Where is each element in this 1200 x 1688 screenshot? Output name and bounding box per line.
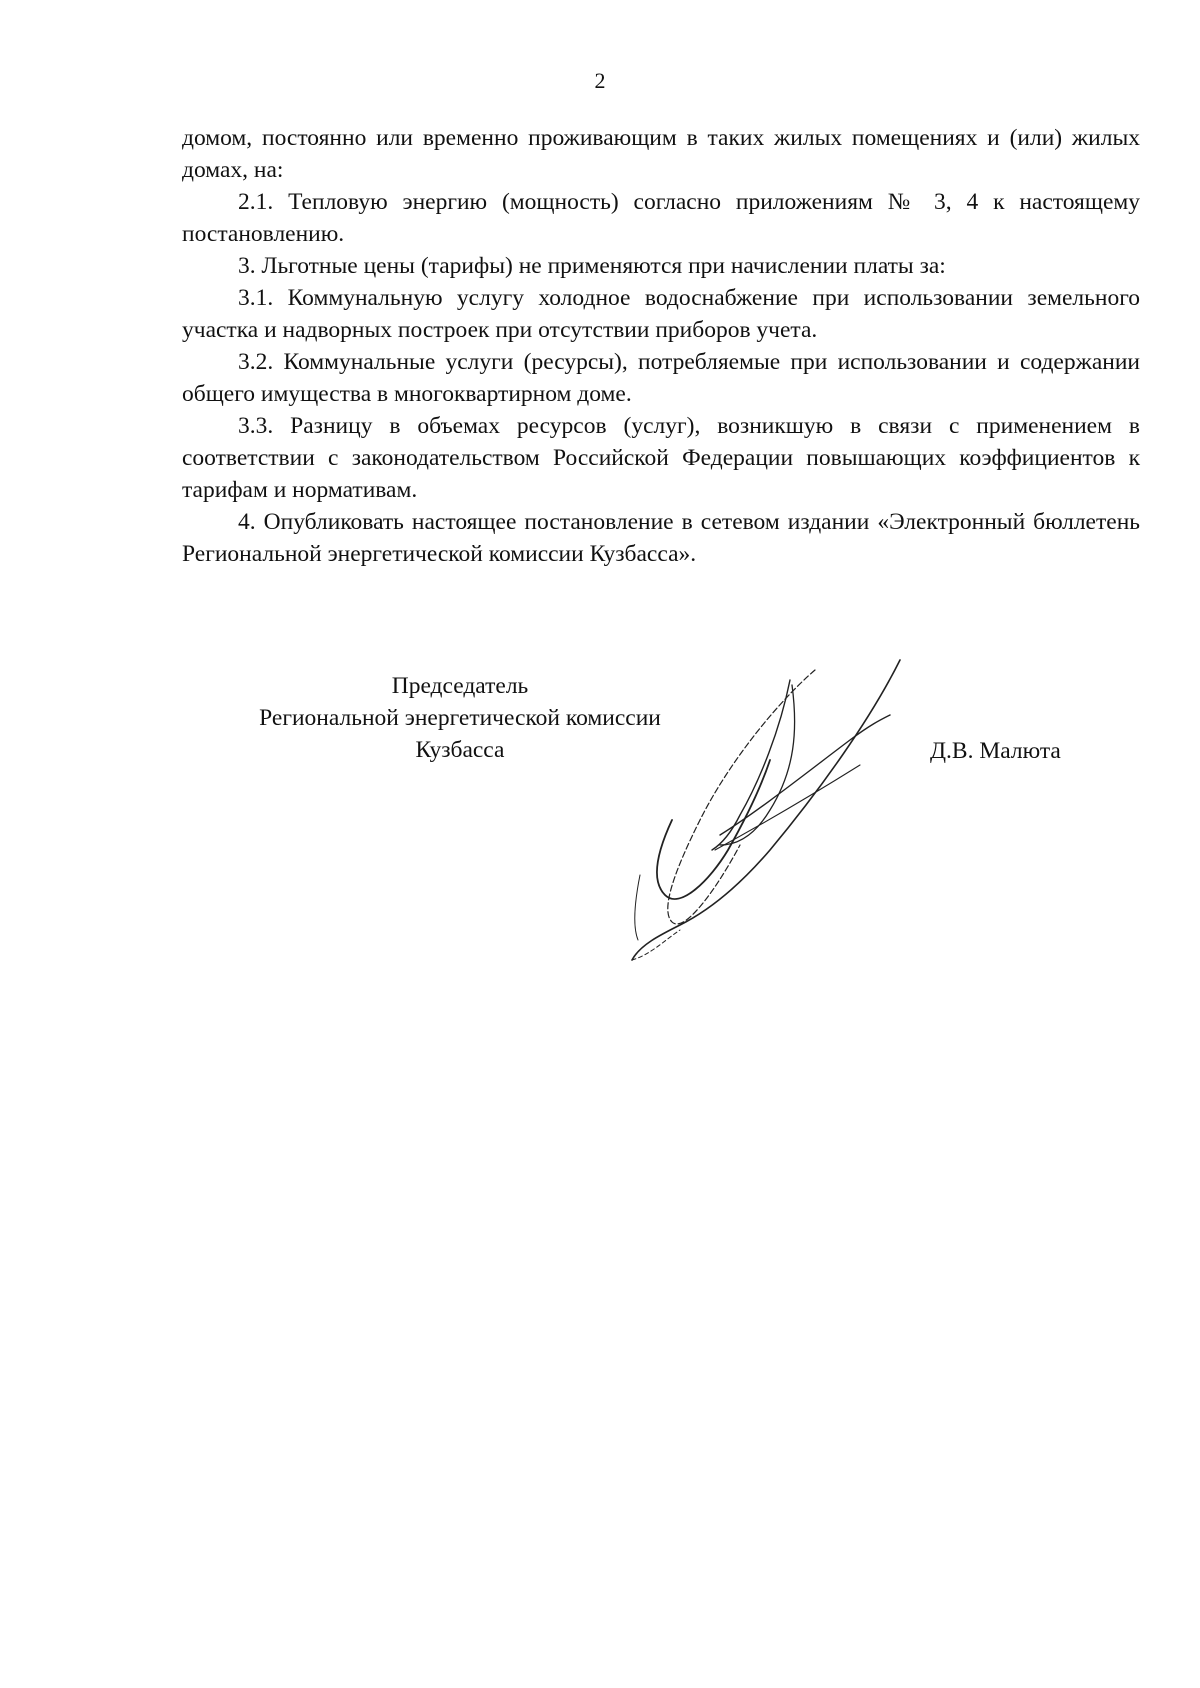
paragraph-2-1: 2.1. Тепловую энергию (мощность) согласно приложениям № 3, 4 к настоящему постановлению. xyxy=(182,189,1140,247)
paragraph-3-2: 3.2. Коммунальные услуги (ресурсы), потребляемые при использовании и содержании общего имущества в многоквартирном доме. xyxy=(182,349,1140,407)
paragraph-continuation: домом, постоянно или временно проживающим в таких жилых помещениях и (или) жилых домах, на: xyxy=(182,125,1140,183)
signatory-title-line2: Региональной энергетической комиссии xyxy=(259,705,661,731)
paragraph-4: 4. Опубликовать настоящее постановление в сетевом издании «Электронный бюллетень Региональной энергетической комиссии Кузбасса». xyxy=(182,509,1140,567)
paragraph-3-3: 3.3. Разницу в объемах ресурсов (услуг), возникшую в связи с применением в соответствии с законодательством Российской Федерации повышающих коэффициентов к тарифам и нормативам. xyxy=(182,413,1140,503)
handwritten-signature xyxy=(620,640,1000,980)
paragraph-3: 3. Льготные цены (тарифы) не применяются при начислении платы за: xyxy=(238,253,946,279)
document-body xyxy=(182,122,1140,570)
paragraph-3-1: 3.1. Коммунальную услугу холодное водоснабжение при использовании земельного участка и надворных построек при отсутствии приборов учета. xyxy=(182,285,1140,343)
signatory-title-line3: Кузбасса xyxy=(415,737,505,763)
signatory-title-line1: Председатель xyxy=(391,673,529,699)
signatory-name: Д.В. Малюта xyxy=(930,738,1061,764)
page-number: 2 xyxy=(594,68,606,93)
